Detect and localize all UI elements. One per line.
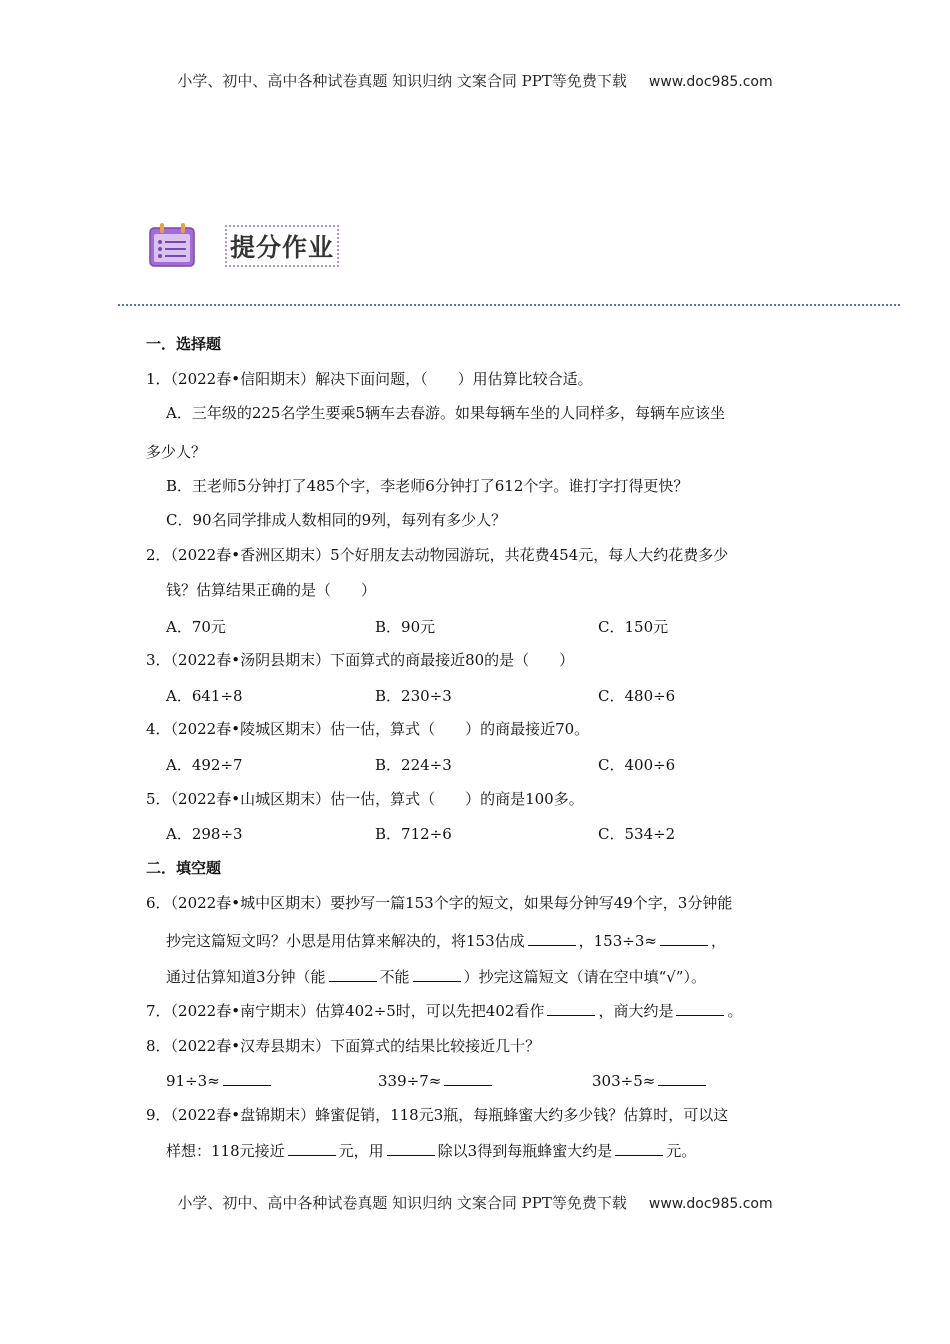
q9-text-a: 样想：118元接近 bbox=[166, 1142, 285, 1160]
section-heading-fill: 二．填空题 bbox=[146, 859, 222, 877]
q7-text-a: 7．（2022春•南宁期末）估算402÷5时，可以先把402看作 bbox=[146, 1002, 545, 1020]
q5-option-c: C．534÷2 bbox=[598, 825, 676, 843]
q5-stem: 5．（2022春•山城区期末）估一估，算式（ ）的商是100多。 bbox=[146, 790, 584, 808]
q8-stem: 8．（2022春•汉寿县期末）下面算式的结果比较接近几十？ bbox=[146, 1037, 541, 1055]
q4-option-c: C．400÷6 bbox=[598, 756, 676, 774]
answer-blank[interactable] bbox=[547, 1001, 595, 1016]
answer-blank[interactable] bbox=[528, 931, 576, 946]
answer-blank[interactable] bbox=[676, 1001, 724, 1016]
q4-stem: 4．（2022春•陵城区期末）估一估，算式（ ）的商最接近70。 bbox=[146, 720, 590, 738]
q6-text-e: 不能 bbox=[379, 968, 410, 986]
q5-option-a: A．298÷3 bbox=[166, 825, 243, 843]
q3-option-a: A．641÷8 bbox=[166, 687, 243, 705]
answer-blank[interactable] bbox=[658, 1071, 706, 1086]
q2-option-c: C．150元 bbox=[598, 618, 669, 636]
q6-text-c: ， bbox=[710, 932, 726, 950]
q3-option-c: C．480÷6 bbox=[598, 687, 676, 705]
q6-text-b: ，153÷3≈ bbox=[578, 932, 657, 950]
answer-blank[interactable] bbox=[288, 1141, 336, 1156]
q8-expr-3-text: 303÷5≈ bbox=[592, 1072, 656, 1090]
q2-stem-cont: 钱？估算结果正确的是（ ） bbox=[166, 581, 377, 599]
q9-text-b: 元，用 bbox=[338, 1142, 384, 1160]
footer-url[interactable]: www.doc985.com bbox=[648, 1196, 773, 1212]
section-heading-choice: 一．选择题 bbox=[146, 335, 222, 353]
q8-expr-1 bbox=[166, 1071, 274, 1091]
q7-text-b: ，商大约是 bbox=[598, 1002, 674, 1020]
q2-stem: 2．（2022春•香洲区期末）5个好朋友去动物园游玩，共花费454元，每人大约花费多少 bbox=[146, 546, 729, 564]
page-header bbox=[0, 70, 950, 91]
answer-blank[interactable] bbox=[444, 1071, 492, 1086]
q1-option-a: A．三年级的225名学生要乘5辆车去春游。如果每辆车坐的人同样多，每辆车应该坐 bbox=[166, 404, 726, 422]
q8-expr-2 bbox=[378, 1071, 495, 1091]
q6-stem: 6．（2022春•城中区期末）要抄写一篇153个字的短文，如果每分钟写49个字，3分钟能 bbox=[146, 894, 733, 912]
section-divider bbox=[118, 304, 900, 306]
q3-option-b: B．230÷3 bbox=[375, 687, 452, 705]
q7-text-c: 。 bbox=[727, 1002, 743, 1020]
page-footer bbox=[0, 1192, 950, 1213]
q6-line3 bbox=[166, 967, 706, 987]
answer-blank[interactable] bbox=[615, 1141, 663, 1156]
answer-blank[interactable] bbox=[223, 1071, 271, 1086]
q1-option-c: C．90名同学排成人数相同的9列，每列有多少人？ bbox=[166, 511, 507, 529]
answer-blank[interactable] bbox=[387, 1141, 435, 1156]
q6-text-a: 抄完这篇短文吗？小思是用估算来解决的，将153估成 bbox=[166, 932, 525, 950]
q9-stem: 9．（2022春•盘锦期末）蜂蜜促销，118元3瓶，每瓶蜂蜜大约多少钱？估算时，可以这 bbox=[146, 1106, 729, 1124]
header-url[interactable]: www.doc985.com bbox=[648, 74, 773, 90]
q5-option-b: B．712÷6 bbox=[375, 825, 452, 843]
q8-expr-3 bbox=[592, 1071, 709, 1091]
answer-blank[interactable] bbox=[660, 931, 708, 946]
q6-text-f: ）抄完这篇短文（请在空中填“√”）。 bbox=[463, 968, 706, 986]
q2-option-b: B．90元 bbox=[375, 618, 436, 636]
q9-text-d: 元。 bbox=[666, 1142, 697, 1160]
q9-text-c: 除以3得到每瓶蜂蜜大约是 bbox=[437, 1142, 613, 1160]
q8-expr-2-text: 339÷7≈ bbox=[378, 1072, 442, 1090]
q4-option-b: B．224÷3 bbox=[375, 756, 452, 774]
answer-blank[interactable] bbox=[329, 967, 377, 982]
q2-option-a: A．70元 bbox=[166, 618, 226, 636]
answer-blank[interactable] bbox=[413, 967, 461, 982]
q1-option-a-cont: 多少人？ bbox=[146, 443, 207, 461]
q1-option-b: B．王老师5分钟打了485个字，李老师6分钟打了612个字。谁打字打得更快？ bbox=[166, 477, 689, 495]
q3-stem: 3．（2022春•汤阴县期末）下面算式的商最接近80的是（ ） bbox=[146, 651, 575, 669]
notebook-icon bbox=[148, 222, 198, 268]
q6-text-d: 通过估算知道3分钟（能 bbox=[166, 968, 326, 986]
q4-option-a: A．492÷7 bbox=[166, 756, 243, 774]
q1-stem: 1．（2022春•信阳期末）解决下面问题，（ ）用估算比较合适。 bbox=[146, 370, 593, 388]
header-text: 小学、初中、高中各种试卷真题 知识归纳 文案合同 PPT等免费下载 bbox=[177, 72, 627, 90]
q9-line2 bbox=[166, 1141, 696, 1161]
footer-text: 小学、初中、高中各种试卷真题 知识归纳 文案合同 PPT等免费下载 bbox=[177, 1194, 627, 1212]
q8-expr-1-text: 91÷3≈ bbox=[166, 1072, 220, 1090]
q6-line2 bbox=[166, 931, 726, 951]
q7-line bbox=[146, 1001, 742, 1021]
page-title: 提分作业 bbox=[225, 225, 339, 267]
